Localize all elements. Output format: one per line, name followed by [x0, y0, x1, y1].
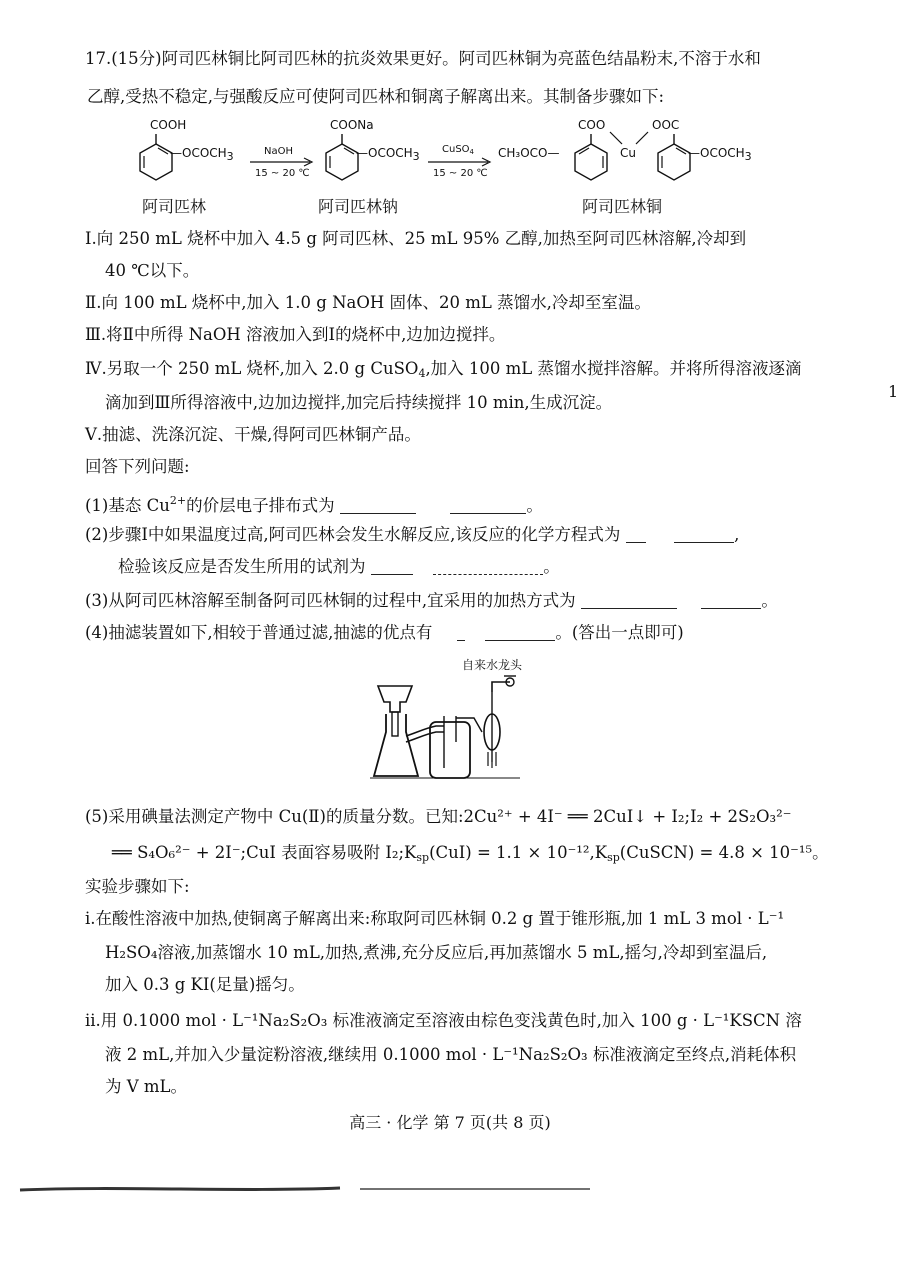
answer-blank-2d[interactable] — [433, 558, 543, 575]
step-5: Ⅴ.抽滤、洗涤沉淀、干燥,得阿司匹林铜产品。 — [85, 425, 421, 444]
answer-blank-4a[interactable] — [457, 624, 465, 641]
question-5-line-1: (5)采用碘量法测定产物中 Cu(Ⅱ)的质量分数。已知:2Cu²⁺ + 4I⁻ ══ 2CuI↓ + I₂;I₂ + 2S₂O₃²⁻ — [85, 807, 792, 826]
step-ii-line-3: 为 V mL。 — [105, 1077, 188, 1096]
apparatus-label: 自来水龙头 — [462, 658, 523, 672]
answer-blank-3a[interactable] — [581, 592, 677, 609]
step-1-line-1: Ⅰ.向 250 mL 烧杯中加入 4.5 g 阿司匹林、25 mL 95% 乙醇,加热至阿司匹林溶解,冷却到 — [85, 229, 747, 248]
answer-blank-2b[interactable] — [674, 526, 734, 543]
reaction-arrow-1 — [250, 158, 314, 166]
arrow2-condition: 15 ~ 20 ℃ — [433, 168, 488, 179]
benzene-ring-3 — [565, 132, 615, 184]
copper-ococh3: —OCOCH3 — [688, 146, 752, 163]
copper-ooc: OOC — [652, 118, 680, 132]
step-4-line-1: Ⅳ.另取一个 250 mL 烧杯,加入 2.0 g CuSO$_4$,加入 100 mL 蒸馏水搅拌溶解。并将所得溶液逐滴 — [85, 359, 802, 380]
answer-blank-2c[interactable] — [371, 558, 413, 575]
question-4: (4)抽滤装置如下,相较于普通过滤,抽滤的优点有 。(答出一点即可) — [85, 623, 684, 642]
answer-blank-2a[interactable] — [626, 526, 646, 543]
page-footer: 高三 · 化学 第 7 页(共 8 页) — [349, 1113, 551, 1132]
reaction-arrow-2 — [428, 158, 492, 166]
answer-blank-3b[interactable] — [701, 592, 761, 609]
question-2-line-1: (2)步骤Ⅰ中如果温度过高,阿司匹林会发生水解反应,该反应的化学方程式为 , — [85, 525, 740, 544]
questions-header: 回答下列问题: — [85, 457, 190, 476]
margin-note: 1 — [888, 382, 899, 401]
step-1-line-2: 40 ℃以下。 — [105, 261, 200, 280]
answer-blank-1[interactable] — [340, 497, 416, 514]
step-i-line-3: 加入 0.3 g KI(足量)摇匀。 — [105, 975, 305, 994]
scan-edge-stroke — [0, 1180, 900, 1200]
copper-cu: Cu — [620, 146, 636, 160]
step-i-line-1: i.在酸性溶液中加热,使铜离子解离出来:称取阿司匹林铜 0.2 g 置于锥形瓶,加 1 mL 3 mol · L⁻¹ — [85, 909, 785, 928]
question-2-line-2: 检验该反应是否发生所用的试剂为 。 — [118, 557, 560, 576]
compound-name-copper: 阿司匹林铜 — [582, 197, 663, 216]
intro-line-2: 乙醇,受热不稳定,与强酸反应可使阿司匹林和铜离子解离出来。其制备步骤如下: — [87, 87, 665, 106]
step-ii-line-2: 液 2 mL,并加入少量淀粉溶液,继续用 0.1000 mol · L⁻¹Na₂S₂O₃ 标准液滴定至终点,消耗体积 — [105, 1045, 797, 1064]
intro-line-1: 17.(15分)阿司匹林铜比阿司匹林的抗炎效果更好。阿司匹林铜为亮蓝色结晶粉末,不溶于水和 — [85, 49, 761, 68]
question-5-line-2: ══ S₄O₆²⁻ + 2I⁻;CuI 表面容易吸附 $I_2;K_{sp}(CuI) = 1.1$ × $10^{-12},K_{sp}(CuSCN) = 4.8 \times 10^{-15}$。 — [112, 843, 829, 864]
arrow1-reagent: NaOH — [264, 146, 293, 157]
step-ii-line-1: ii.用 0.1000 mol · L⁻¹Na₂S₂O₃ 标准液滴定至溶液由棕色变浅黄色时,加入 100 g · L⁻¹KSCN 溶 — [85, 1011, 802, 1030]
copper-coo: COO — [578, 118, 606, 132]
suction-filtration-apparatus — [370, 672, 530, 788]
aspirin-cooh: COOH — [150, 118, 187, 132]
step-3: Ⅲ.将Ⅱ中所得 NaOH 溶液加入到Ⅰ的烧杯中,边加边搅拌。 — [85, 325, 506, 344]
step-i-line-2: H₂SO₄溶液,加蒸馏水 10 mL,加热,煮沸,充分反应后,再加蒸馏水 5 mL,摇匀,冷却到室温后, — [105, 943, 768, 962]
answer-blank-1b[interactable] — [450, 497, 526, 514]
arrow1-condition: 15 ~ 20 ℃ — [255, 168, 310, 179]
compound-name-aspirin: 阿司匹林 — [142, 197, 207, 216]
step-2: Ⅱ.向 100 mL 烧杯中,加入 1.0 g NaOH 固体、20 mL 蒸馏水,冷却至室温。 — [85, 293, 651, 312]
question-1: (1)基态 $Cu^{2+}$的价层电子排布式为 。 — [85, 494, 543, 515]
compound-name-sodium: 阿司匹林钠 — [318, 197, 399, 216]
answer-blank-4b[interactable] — [485, 624, 555, 641]
experiment-header: 实验步骤如下: — [85, 877, 190, 896]
step-4-line-2: 滴加到Ⅲ所得溶液中,边加边搅拌,加完后持续搅拌 10 min,生成沉淀。 — [105, 393, 613, 412]
sodium-ococh3: —OCOCH3 — [356, 146, 420, 163]
arrow2-reagent: CuSO$_4$ — [442, 144, 475, 156]
sodium-coona: COONa — [330, 118, 374, 132]
copper-ch3oco: CH₃OCO— — [498, 146, 560, 160]
aspirin-ococh3: —OCOCH3 — [170, 146, 234, 163]
question-3: (3)从阿司匹林溶解至制备阿司匹林铜的过程中,宜采用的加热方式为 。 — [85, 591, 778, 610]
